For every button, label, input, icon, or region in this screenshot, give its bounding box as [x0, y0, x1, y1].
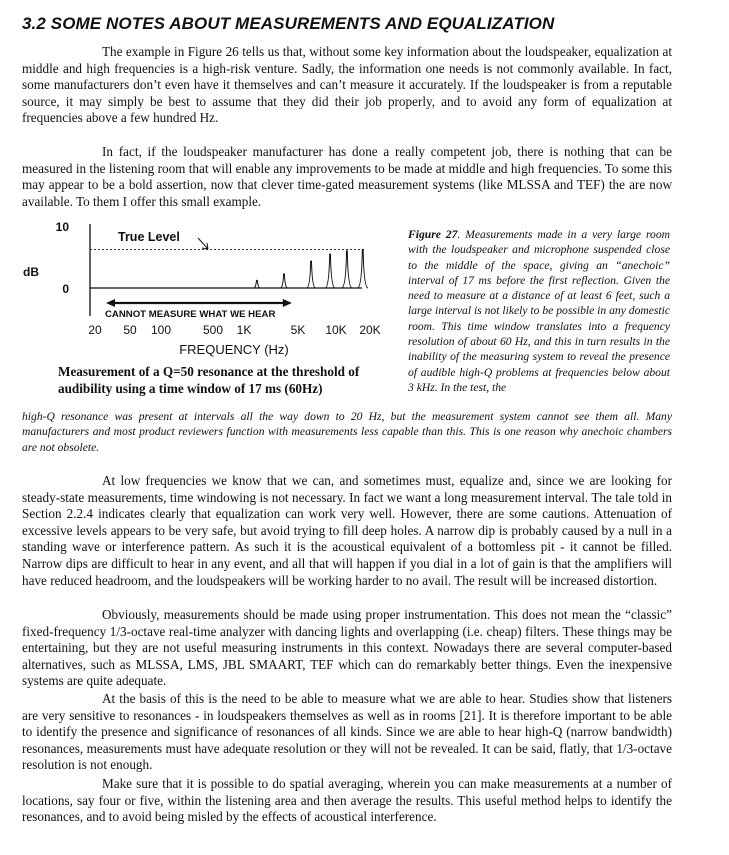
- chart-caption: Measurement of a Q=50 resonance at the threshold of audibility using a time window of 17 ms (60Hz): [58, 364, 360, 396]
- figure-caption-continued: high-Q resonance was present at intervals all the way down to 20 Hz, but the measurement system cannot see them all. Many manufacturers and most product reviewers function with measurements less capable than this. This is one reason why anechoic chambers are not obsolete.: [22, 410, 672, 454]
- paragraph-5: At the basis of this is the need to be able to measure what we are able to hear. Studies show that listeners are very sensitive to resonances - in loudspeakers themselves as well as in rooms [21]. It is therefore important to be able to identify the presence and significance of resonances of all kinds. Since we are able to hear high-Q (narrow bandwidth) resonances, measurements must have adequate resolution or they will not be revealed. It can be said, flatly, that 1/3-octave resolution is not enough.: [22, 691, 672, 773]
- x-tick-label: 500: [202, 323, 224, 337]
- paragraph-3: At low frequencies we know that we can, and sometimes must, equalize and, since we are looking for steady-state measurements, time windowing is not necessary. In fact we want a long measurement interval. The tale told in Section 2.2.4 indicates clearly that equalization can work very well. However, there are some cautions. Attenuation of excessive levels appears to be very safe, but avoid trying to fill deep holes. A narrow dip is probably caused by a null in a standing wave or interference pattern. As such it is the acoustical equivalent of a bottomless pit - it cannot be filled. Narrow dips are difficult to hear in any event, and all that will happen if you dial in a lot of gain is that the amplifiers will have reduced headroom, and the loudspeakers will be working harder to no avail. The result will be increased distortion.: [22, 473, 672, 588]
- range-arrow-left-head: [106, 299, 115, 307]
- y-axis-label: dB: [23, 265, 39, 279]
- figure-caption-text: . Measurements made in a very large room with the loudspeaker and microphone suspended close to the middle of the space, giving an “anechoic” interval of 17 ms before the first reflection. Given the need to measure at a distance of at least 6 feet, such a large interval is not likely to be possible in any domestic room. This time window translates into a frequency resolution of about 60 Hz, and this in turn results in the inability of the measuring system to reveal the presence of audible high-Q problems at frequencies below about 3 kHz. In the test, the: [408, 228, 670, 394]
- y-tick-0: 0: [62, 282, 69, 296]
- resonance-peak: [342, 251, 352, 288]
- section-heading: 3.2 SOME NOTES ABOUT MEASUREMENTS AND EQUALIZATION: [22, 14, 555, 33]
- x-tick-label: 1K: [236, 323, 252, 337]
- true-level-label: True Level: [118, 230, 180, 244]
- resonance-peak: [325, 254, 335, 288]
- resonance-peak: [281, 274, 288, 288]
- x-tick-label: 50: [123, 323, 137, 337]
- paragraph-2: In fact, if the loudspeaker manufacturer has done a really competent job, there is nothing that can be measured in the listening room that will enable any improvements to be made at middle and high frequencies. To some this may appear to be a bold assertion, now that clever time-gated measurement systems (like MLSSA and TEF) the are now available. To them I offer this small example.: [22, 144, 672, 209]
- x-axis-label: FREQUENCY (Hz): [179, 342, 289, 357]
- x-tick-label: 20: [88, 323, 102, 337]
- x-tick-label: 20K: [359, 323, 381, 337]
- resonance-chart-svg: [22, 216, 392, 357]
- y-tick-10: 10: [55, 220, 69, 234]
- annotation-label: CANNOT MEASURE WHAT WE HEAR: [105, 309, 276, 320]
- paragraph-6: Make sure that it is possible to do spatial averaging, wherein you can make measurements at a number of locations, say four or five, within the listening area and then average the results. This useful method helps to identify the resonances, and to avoid being misled by the effects of acoustical interference.: [22, 776, 672, 825]
- figure-label: Figure 27: [408, 228, 458, 241]
- range-arrow-right-head: [283, 299, 292, 307]
- resonance-peak: [307, 261, 316, 288]
- true-level-pointer-arrow: [198, 238, 208, 249]
- resonance-peak: [254, 280, 260, 288]
- figure-caption: [408, 227, 670, 395]
- paragraph-1: The example in Figure 26 tells us that, without some key information about the loudspeaker, equalization at middle and high frequencies is a high-risk venture. Sadly, the information one needs is not commonly available. In fact, some manufacturers don’t even have it themselves and can’t measure it accurately. If the loudspeaker is from a reputable source, it may simply be best to assume that they did their job properly, and to avoid any form of equalization at frequencies above a few hundred Hz.: [22, 44, 672, 126]
- paragraph-4: Obviously, measurements should be made using proper instrumentation. This does not mean the “classic” fixed-frequency 1/3-octave real-time analyzer with dancing lights and overlapping (i.e. cheap) filters. These things may be entertaining, but they are not useful measuring instruments in this context. Nowadays there are several computer-based alternatives, such as MLSSA, LMS, JBL SMAART, TEF which can do remarkably better things. Even the inexpensive systems are quite adequate.: [22, 607, 672, 689]
- x-tick-label: 100: [150, 323, 172, 337]
- resonance-chart: [22, 216, 392, 357]
- resonance-peak: [358, 250, 368, 288]
- x-tick-label: 10K: [325, 323, 347, 337]
- x-tick-label: 5K: [290, 323, 306, 337]
